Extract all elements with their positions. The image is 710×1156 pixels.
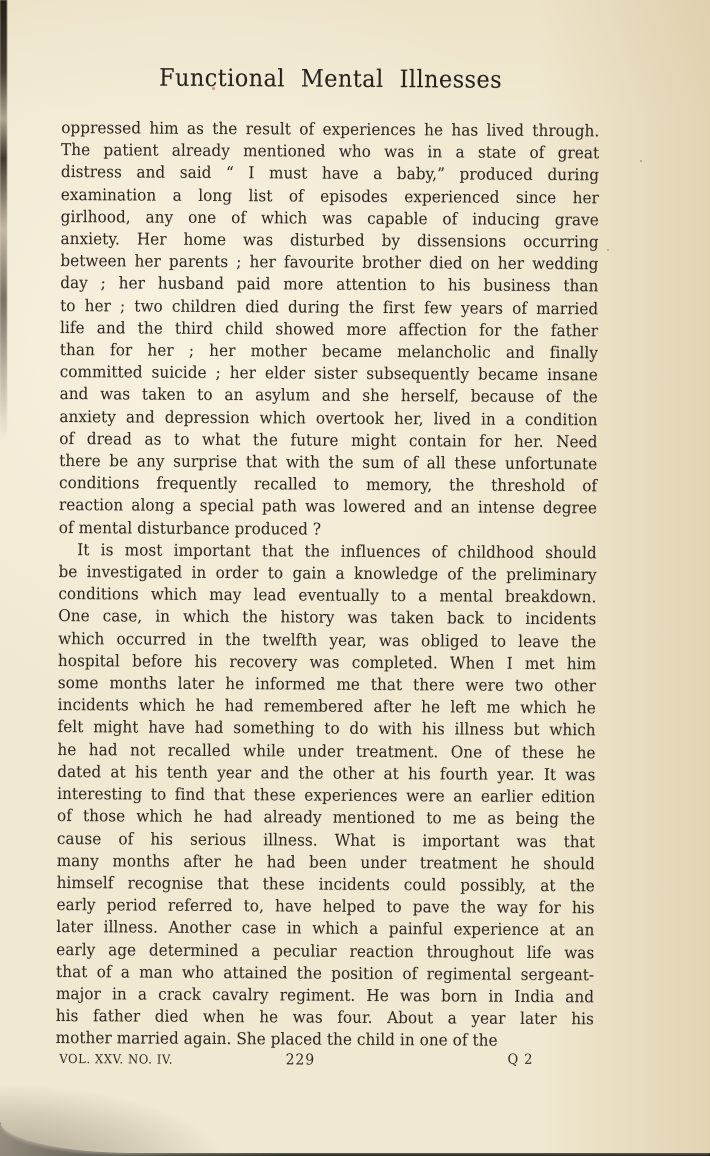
text-line: some months later he informed me that there were two other xyxy=(57,673,596,696)
footer-volume-number: VOL. XXV. NO. IV. xyxy=(59,1051,174,1067)
text-line: himself recognise that these incidents could possibly, at the xyxy=(56,872,595,896)
text-line: between her parents ; her favourite brother died on her wedding xyxy=(60,251,599,274)
footer-signature-mark: Q 2 xyxy=(507,1051,534,1068)
text-line: mother married again. She placed the child in one of the xyxy=(55,1028,498,1051)
ink-speck xyxy=(607,249,609,251)
page-title: Functional Mental Illnesses xyxy=(158,63,503,94)
text-line: One case, in which the history was taken back to incidents xyxy=(58,606,597,629)
text-line: many months after he had been under treatment he should xyxy=(56,850,595,873)
body-text xyxy=(56,117,600,1053)
text-line: conditions which may lead eventually to a mental breakdown. xyxy=(58,584,597,607)
text-line: he had not recalled while under treatment. One of these he xyxy=(57,739,596,762)
text-line: which occurred in the twelfth year, was obliged to leave the xyxy=(58,628,597,651)
text-line: later illness. Another case in which a painful experience at an xyxy=(56,917,595,940)
text-line: there be any surprise that with the sum of all these unfortunate xyxy=(59,451,598,474)
paragraph xyxy=(56,539,597,1053)
bottom-corner-shadow xyxy=(0,1073,240,1153)
ink-speck xyxy=(640,160,642,162)
text-line: life and the third child showed more affection for the father xyxy=(59,317,599,341)
text-line: anxiety and depression which overtook her, lived in a condition xyxy=(59,406,598,429)
text-line: and was taken to an asylum and she herself, because of the xyxy=(59,384,598,407)
text-line: hospital before his recovery was completed. When I met him xyxy=(57,650,597,674)
printed-text-column xyxy=(55,0,600,1156)
text-line: day ; her husband paid more attention to his business than xyxy=(60,273,599,296)
text-line: to her ; two children died during the first few years of married xyxy=(60,295,599,318)
text-line: his father died when he was four. About a year later his xyxy=(55,1006,594,1029)
text-line: of mental disturbance produced ? xyxy=(58,517,322,539)
text-line: reaction along a special path was lowered and an intense degree xyxy=(58,495,598,518)
text-line: than for her ; her mother became melancholic and finally xyxy=(59,340,599,363)
text-line: dated at his tenth year and the other at his fourth year. It was xyxy=(57,761,596,785)
text-line: incidents which he had remembered after he left me which he xyxy=(57,695,596,718)
page-footer xyxy=(55,1049,593,1072)
text-line: girlhood, any one of which was capable of inducing grave xyxy=(60,206,599,230)
text-line: that of a man who attained the position of regimental sergeant- xyxy=(56,961,595,984)
text-line: anxiety. Her home was disturbed by dissensions occurring xyxy=(60,229,599,252)
text-line: oppressed him as the result of experiences he has lived through. xyxy=(61,117,600,141)
text-line: early age determined a peculiar reaction throughout life was xyxy=(56,939,595,962)
text-line: interesting to find that these experiences were an earlier edition xyxy=(57,784,596,807)
text-line: examination a long list of episodes experienced since her xyxy=(60,184,599,207)
text-line: early period referred to, have helped to pave the way for his xyxy=(56,895,595,918)
text-line: committed suicide ; her elder sister subsequently became insane xyxy=(59,362,598,385)
text-line: conditions frequently recalled to memory, the threshold of xyxy=(58,473,598,496)
text-line: The patient already mentioned who was in a state of great xyxy=(61,140,600,163)
text-line: cause of his serious illness. What is important was that xyxy=(56,828,596,851)
text-line: distress and said “ I must have a baby,” produced during xyxy=(60,162,600,185)
left-gutter-shadow xyxy=(0,0,7,440)
text-line: of those which he had already mentioned to me as being the xyxy=(56,806,596,829)
text-line: It is most important that the influences of childhood should xyxy=(77,539,597,563)
paragraph xyxy=(59,117,600,542)
text-line: felt might have had something to do with his illness but which xyxy=(57,717,596,740)
text-line: be investigated in order to gain a knowledge of the preliminary xyxy=(58,562,597,585)
footer-page-number: 229 xyxy=(285,1050,316,1069)
text-line: major in a crack cavalry regiment. He was born in India and xyxy=(55,983,595,1007)
text-line: of dread as to what the future might contain for her. Need xyxy=(59,428,598,452)
